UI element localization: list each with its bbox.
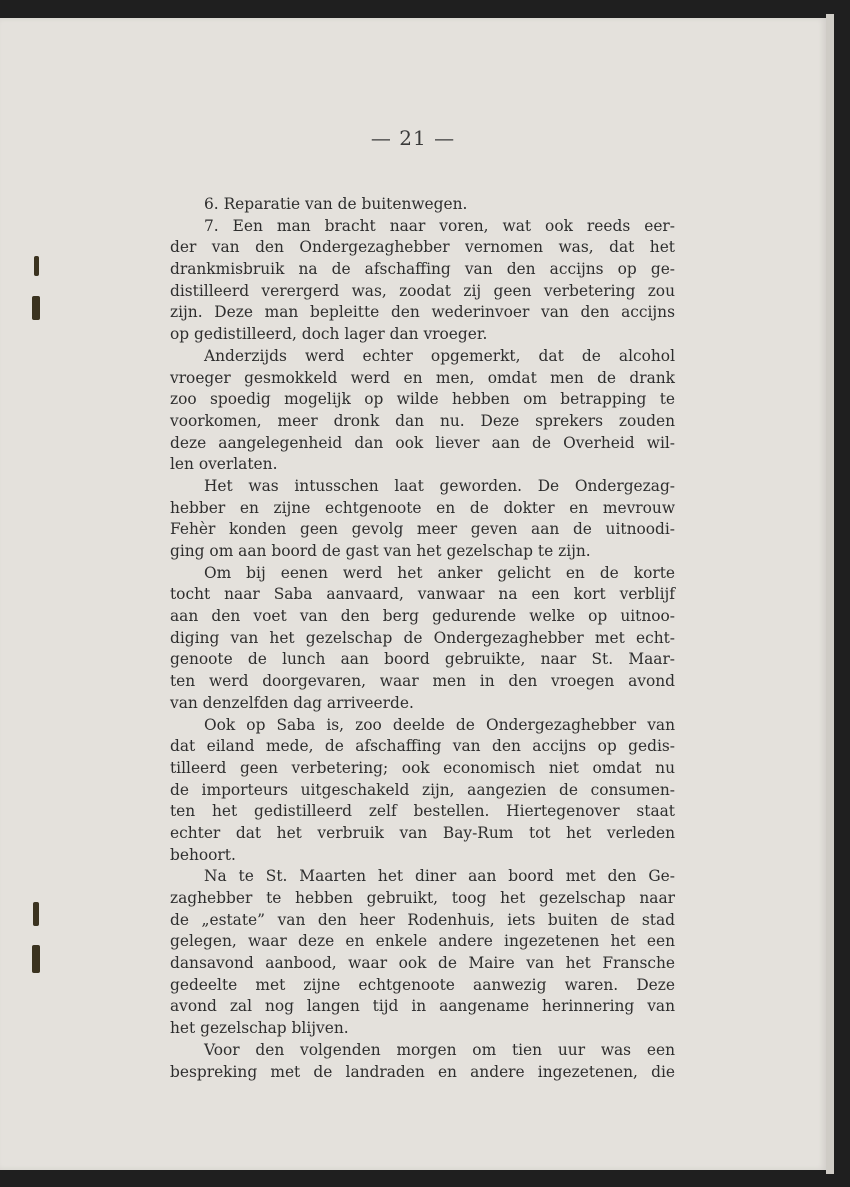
document-page <box>0 18 826 1170</box>
text-line: de importeurs uitgeschakeld zijn, aangezien de consumen- <box>170 780 675 799</box>
text-line: 7. Een man bracht naar voren, wat ook reeds eer- <box>204 216 675 235</box>
text-line: Fehèr konden geen gevolg meer geven aan de uitnoodi- <box>170 520 675 539</box>
text-line: gedeelte met zijne echtgenoote aanwezig waren. Deze <box>170 975 675 994</box>
text-line: Anderzijds werd echter opgemerkt, dat de alcohol <box>204 346 675 365</box>
text-line: Om bij eenen werd het anker gelicht en de korte <box>204 563 675 582</box>
binding-hole-mark <box>33 902 39 926</box>
text-line: behoort. <box>170 845 236 864</box>
text-line: diging van het gezelschap de Ondergezaghebber met echt- <box>170 628 675 647</box>
text-line: het gezelschap blijven. <box>170 1019 349 1038</box>
text-line: 6. Reparatie van de buitenwegen. <box>204 195 468 213</box>
text-line: Voor den volgenden morgen om tien uur was een <box>204 1040 675 1059</box>
text-line: zaghebber te hebben gebruikt, toog het gezelschap naar <box>170 889 675 907</box>
body-text <box>170 194 675 1083</box>
text-line: deze aangelegenheid dan ook liever aan de Overheid wil- <box>170 433 675 452</box>
text-line: drankmisbruik na de afschaffing van den accijns op ge- <box>170 260 675 279</box>
text-line: van denzelfden dag arriveerde. <box>170 693 414 712</box>
text-line: distilleerd verergerd was, zoodat zij geen verbetering zou <box>170 281 675 300</box>
text-line: Na te St. Maarten het diner aan boord met den Ge- <box>204 867 675 886</box>
text-line: genoote de lunch aan boord gebruikte, naar St. Maar- <box>170 650 675 669</box>
text-line: Het was intusschen laat geworden. De Ondergezag- <box>204 476 675 495</box>
text-line: op gedistilleerd, doch lager dan vroeger. <box>170 325 488 344</box>
binding-hole-mark <box>34 256 39 276</box>
text-line: aan den voet van den berg gedurende welke op uitnoo- <box>170 607 675 626</box>
binding-hole-mark <box>32 296 40 320</box>
text-line: zoo spoedig mogelijk op wilde hebben om betrapping te <box>170 390 675 409</box>
text-line: tocht naar Saba aanvaard, vanwaar na een kort verblijf <box>170 585 675 604</box>
text-line: dansavond aanbood, waar ook de Maire van het Fransche <box>170 954 675 973</box>
text-line: bespreking met de landraden en andere ingezetenen, die <box>170 1062 675 1081</box>
page-edge <box>826 14 834 1174</box>
text-line: voorkomen, meer dronk dan nu. Deze sprekers zouden <box>170 411 675 430</box>
text-line: gelegen, waar deze en enkele andere ingezetenen het een <box>170 932 675 951</box>
text-line: avond zal nog langen tijd in aangename herinnering van <box>170 997 675 1016</box>
text-line: vroeger gesmokkeld werd en men, omdat men de drank <box>170 368 675 387</box>
text-line: len overlaten. <box>170 455 278 474</box>
text-line: dat eiland mede, de afschaffing van den accijns op gedis- <box>170 737 675 756</box>
text-line: ging om aan boord de gast van het gezelschap te zijn. <box>170 542 591 560</box>
text-line: ten werd doorgevaren, waar men in den vroegen avond <box>170 672 675 691</box>
text-line: tilleerd geen verbetering; ook economisch niet omdat nu <box>170 758 675 777</box>
text-line: Ook op Saba is, zoo deelde de Ondergezaghebber van <box>204 715 675 734</box>
text-line: ten het gedistilleerd zelf bestellen. Hiertegenover staat <box>170 802 675 821</box>
text-line: hebber en zijne echtgenoote en de dokter en mevrouw <box>170 498 675 517</box>
text-line: zijn. Deze man bepleitte den wederinvoer van den accijns <box>170 303 675 322</box>
text-line: der van den Ondergezaghebber vernomen was, dat het <box>170 238 675 257</box>
binding-hole-mark <box>32 945 40 973</box>
text-line: de „estate” van den heer Rodenhuis, iets buiten de stad <box>170 910 675 929</box>
page-number: — 21 — <box>370 126 456 150</box>
text-line: echter dat het verbruik van Bay-Rum tot het verleden <box>170 823 675 842</box>
